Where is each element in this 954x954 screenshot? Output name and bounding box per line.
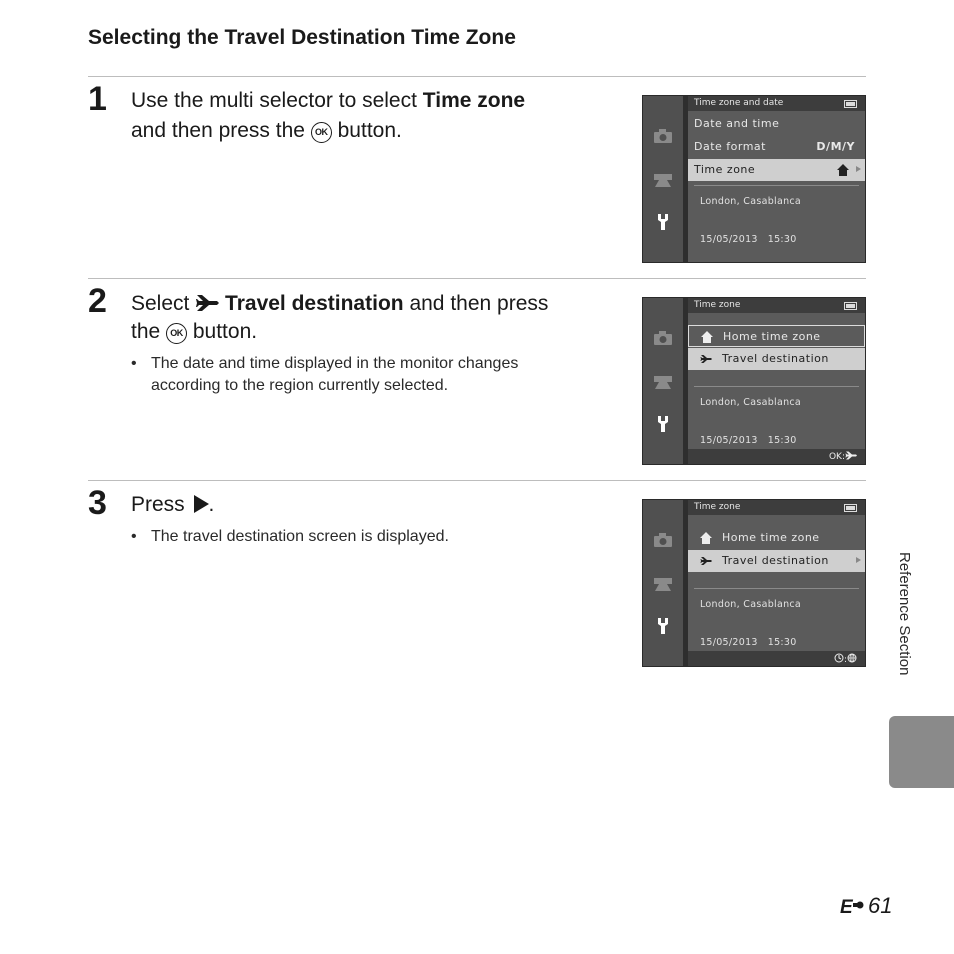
airplane-icon [845, 451, 857, 460]
clock-icon [834, 653, 844, 663]
section-tab [889, 716, 954, 788]
globe-icon [847, 653, 857, 663]
step-3-bullet: • The travel destination screen is displayed. [131, 528, 449, 545]
right-arrow-icon [194, 495, 209, 513]
ok-button-icon: OK [166, 323, 187, 344]
region-text: London, Casablanca [700, 599, 802, 610]
wrench-icon [653, 618, 673, 634]
divider [88, 76, 866, 77]
menu-row-home-time-zone: Home time zone [688, 527, 865, 549]
wrench-icon [653, 214, 673, 230]
battery-icon [844, 100, 857, 108]
region-text: London, Casablanca [700, 196, 802, 207]
home-icon [701, 331, 713, 343]
home-icon [700, 532, 712, 544]
camera-icon [653, 128, 673, 144]
movie-icon [653, 373, 673, 389]
menu-row-time-zone: Time zone [688, 159, 865, 181]
menu-row-travel-destination: Travel destination [688, 550, 865, 572]
airplane-icon [195, 294, 219, 312]
region-text: London, Casablanca [700, 397, 802, 408]
datetime-text: 15/05/2013 15:30 [700, 637, 797, 648]
binoculars-e-icon [840, 897, 868, 915]
menu-row-date-format: Date format D/M/Y [694, 140, 855, 153]
menu-row-date-and-time: Date and time [694, 117, 780, 130]
step-2-line-2: the OK button. [131, 320, 258, 343]
battery-icon [844, 302, 857, 310]
date-format-value: D/M/Y [816, 140, 855, 153]
camera-screen-travel-destination [642, 499, 866, 667]
datetime-text: 15/05/2013 15:30 [700, 234, 797, 245]
step-number: 1 [88, 80, 107, 118]
screen-title: Time zone [694, 502, 741, 512]
airplane-icon [700, 353, 712, 365]
camera-icon [653, 330, 673, 346]
step-3-line: Press . [131, 493, 215, 516]
ok-button-icon: OK [311, 122, 332, 143]
divider [88, 278, 866, 279]
screen-title: Time zone [694, 300, 741, 310]
datetime-text: 15/05/2013 15:30 [700, 435, 797, 446]
page-number: E 61 [840, 893, 893, 918]
ok-guide: OK: [829, 451, 857, 462]
camera-icon [653, 532, 673, 548]
section-side-label: Reference Section [896, 552, 913, 676]
step-1-line-1: Use the multi selector to select Time zone [131, 89, 526, 112]
step-2-line-1: Select Travel destination and then press [131, 292, 549, 315]
step-number: 2 [88, 282, 107, 320]
wrench-icon [653, 416, 673, 432]
airplane-icon [700, 555, 712, 567]
zoom-guide: : [834, 653, 857, 665]
step-number: 3 [88, 484, 107, 522]
screen-title: Time zone and date [694, 98, 784, 108]
menu-row-home-time-zone: Home time zone [688, 325, 865, 347]
battery-icon [844, 504, 857, 512]
divider [88, 480, 866, 481]
camera-screen-time-zone [642, 297, 866, 465]
movie-icon [653, 575, 673, 591]
camera-screen-time-zone-and-date [642, 95, 866, 263]
step-1-line-2: and then press the OK button. [131, 119, 402, 142]
svg-text:E: E [840, 897, 853, 915]
step-2-bullet: • The date and time displayed in the monitor changes according to the region currently selected. [131, 355, 519, 394]
menu-row-travel-destination: Travel destination [688, 348, 865, 370]
home-icon [837, 164, 849, 176]
movie-icon [653, 171, 673, 187]
section-heading: Selecting the Travel Destination Time Zone [88, 26, 516, 49]
